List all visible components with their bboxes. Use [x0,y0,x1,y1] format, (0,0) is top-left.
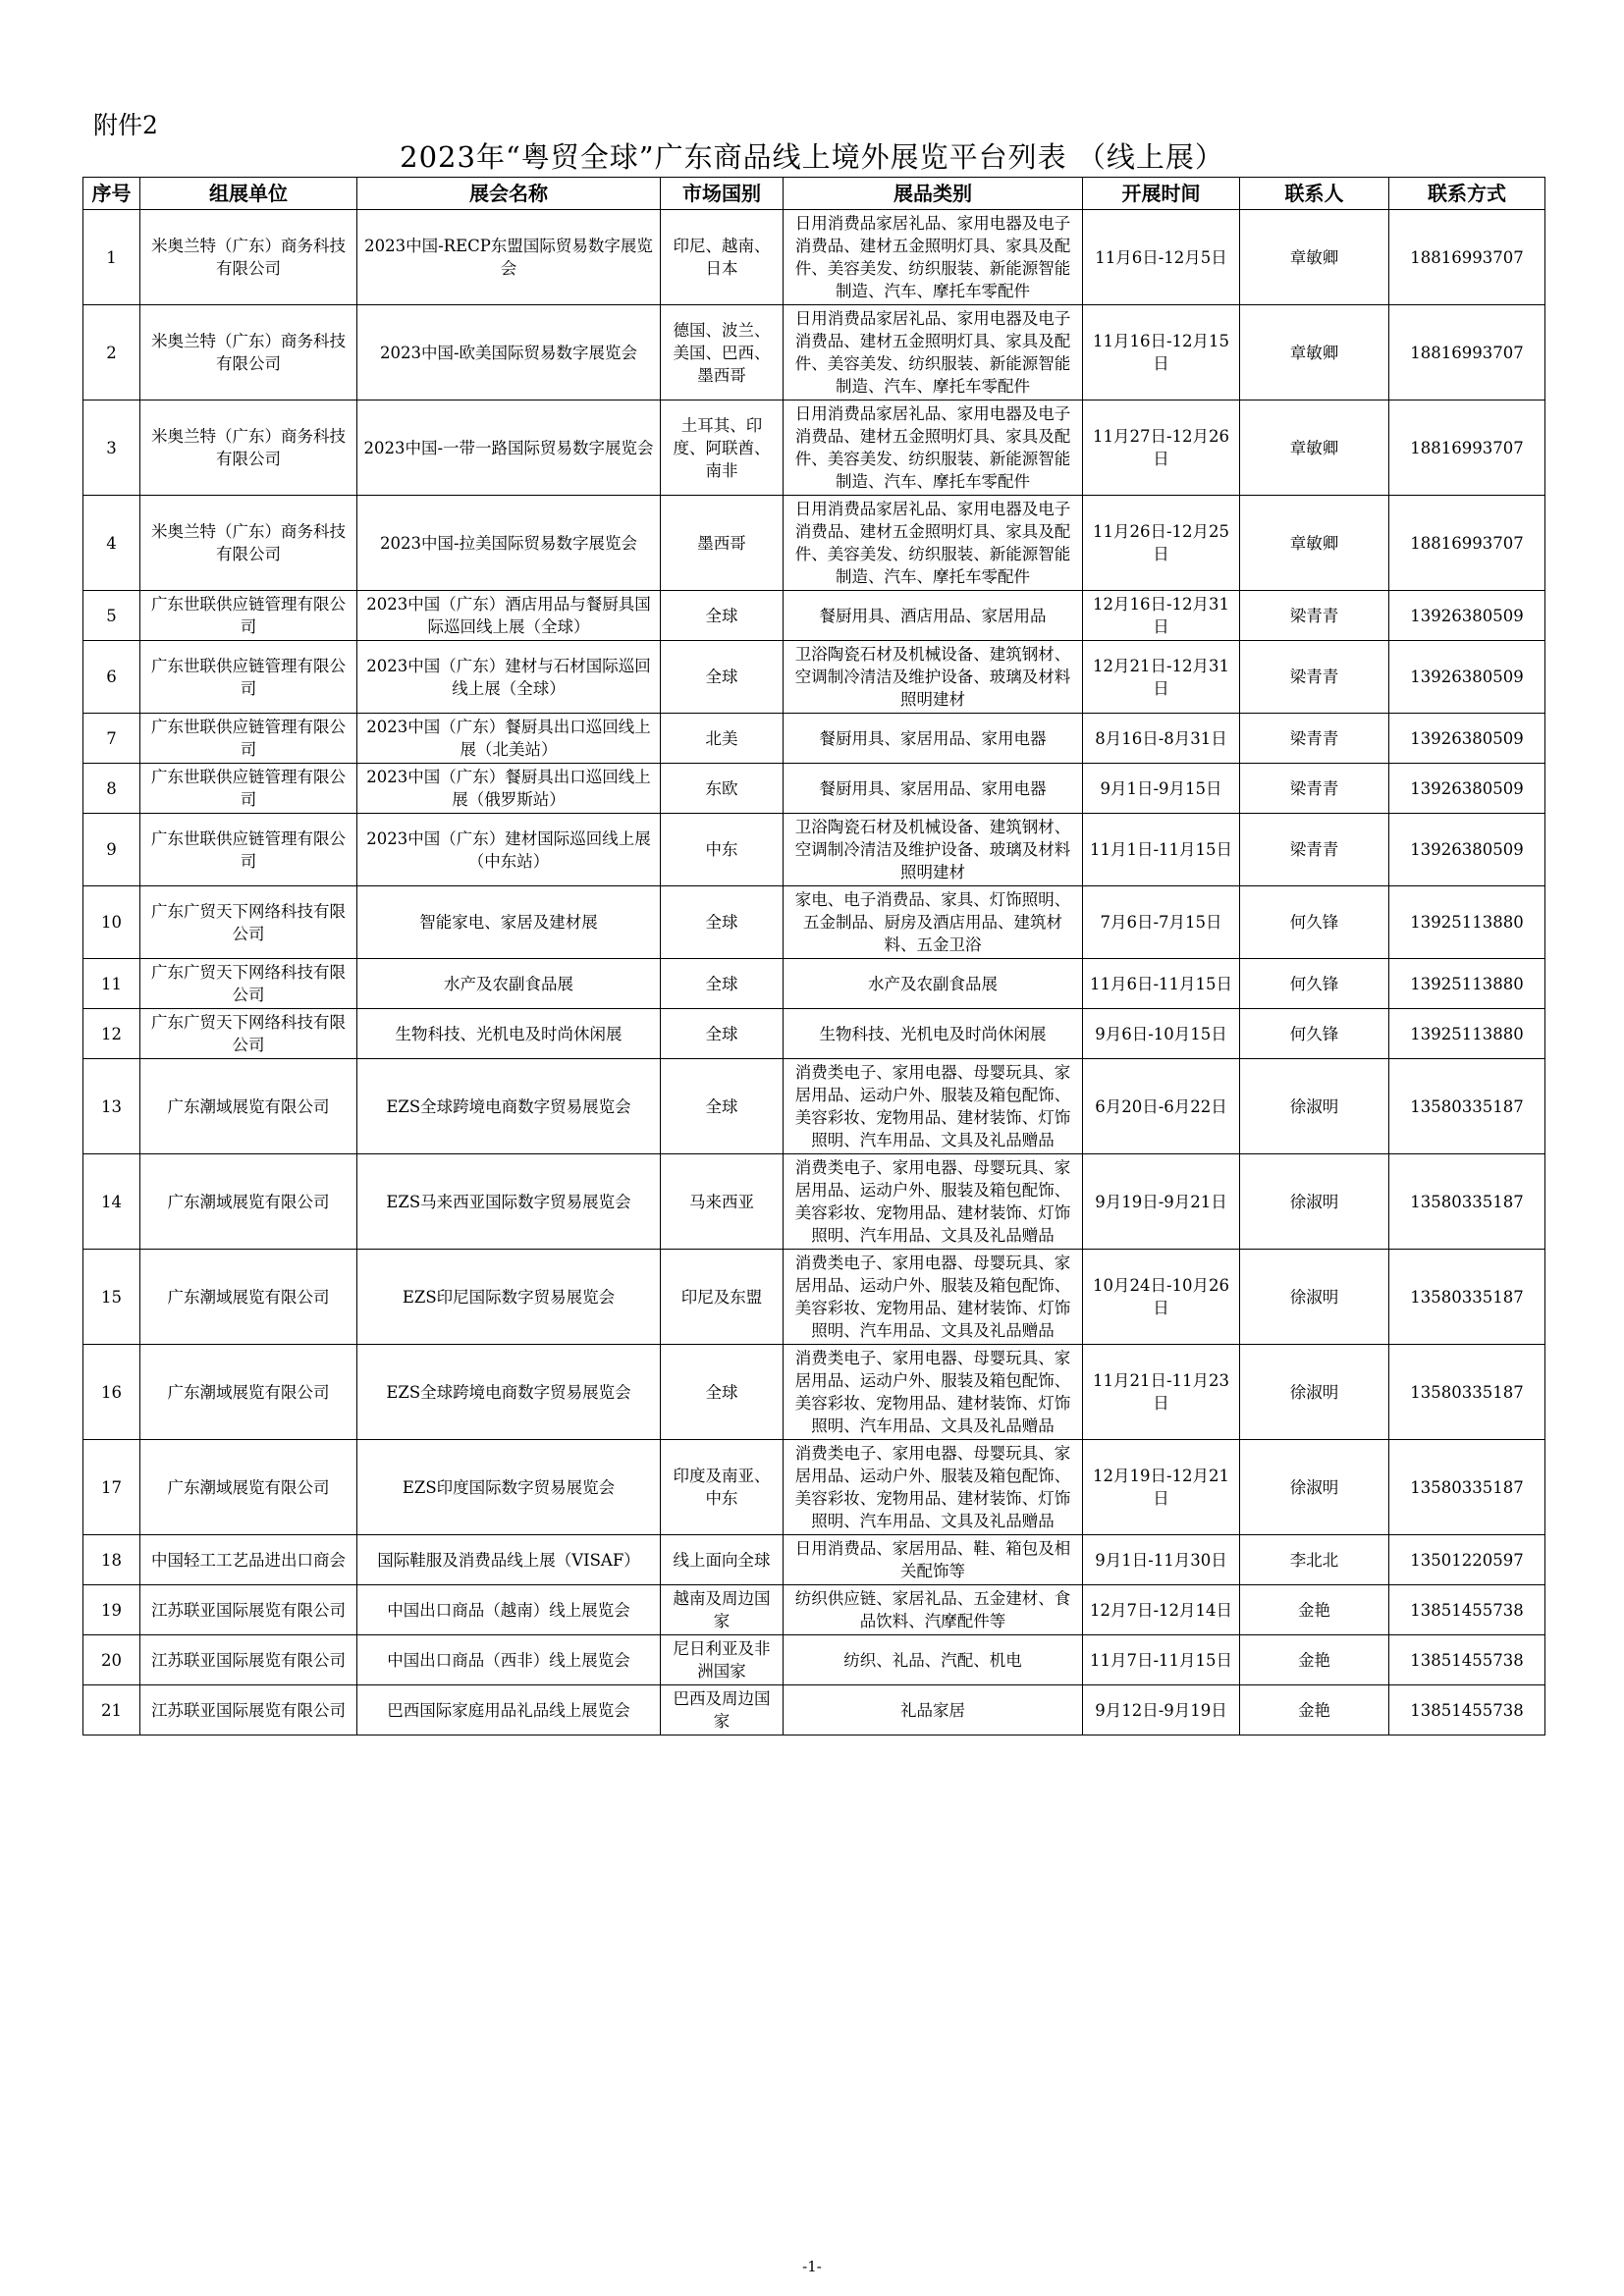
cell-time: 11月6日-12月5日 [1083,210,1240,305]
cell-phone: 13580335187 [1389,1345,1545,1440]
cell-time: 9月6日-10月15日 [1083,1009,1240,1059]
cell-contact: 章敏卿 [1240,400,1389,496]
cell-time: 11月27日-12月26日 [1083,400,1240,496]
header-row [83,178,1545,210]
cell-contact: 何久锋 [1240,886,1389,959]
cell-time: 9月19日-9月21日 [1083,1154,1240,1250]
cell-contact: 梁青青 [1240,714,1389,764]
cell-country: 墨西哥 [661,496,784,591]
cell-phone: 13851455738 [1389,1585,1545,1635]
cell-no: 9 [83,814,140,886]
cell-products: 卫浴陶瓷石材及机械设备、建筑钢材、空调制冷清洁及维护设备、玻璃及材料照明建材 [784,641,1083,714]
cell-phone: 13501220597 [1389,1535,1545,1585]
cell-contact: 徐淑明 [1240,1440,1389,1535]
cell-name: 中国出口商品（越南）线上展览会 [357,1585,661,1635]
cell-name: 2023中国-RECP东盟国际贸易数字展览会 [357,210,661,305]
cell-name: 2023中国（广东）餐厨具出口巡回线上展（北美站） [357,714,661,764]
cell-time: 11月16日-12月15日 [1083,305,1240,400]
cell-org: 广东广贸天下网络科技有限公司 [140,886,357,959]
header-cell-time: 开展时间 [1083,178,1240,210]
cell-no: 17 [83,1440,140,1535]
page-number: -1- [802,2258,822,2275]
cell-country: 德国、波兰、美国、巴西、墨西哥 [661,305,784,400]
cell-products: 日用消费品家居礼品、家用电器及电子消费品、建材五金照明灯具、家具及配件、美容美发、纺织服装、新能源智能制造、汽车、摩托车零配件 [784,305,1083,400]
cell-no: 4 [83,496,140,591]
cell-contact: 徐淑明 [1240,1345,1389,1440]
cell-phone: 18816993707 [1389,210,1545,305]
cell-time: 7月6日-7月15日 [1083,886,1240,959]
cell-contact: 徐淑明 [1240,1154,1389,1250]
cell-no: 21 [83,1685,140,1735]
cell-no: 18 [83,1535,140,1585]
cell-name: 2023中国（广东）建材国际巡回线上展（中东站） [357,814,661,886]
cell-country: 巴西及周边国家 [661,1685,784,1735]
cell-time: 12月19日-12月21日 [1083,1440,1240,1535]
cell-org: 广东潮域展览有限公司 [140,1440,357,1535]
cell-time: 11月21日-11月23日 [1083,1345,1240,1440]
cell-org: 广东潮域展览有限公司 [140,1154,357,1250]
cell-contact: 章敏卿 [1240,210,1389,305]
cell-country: 中东 [661,814,784,886]
cell-name: EZS全球跨境电商数字贸易展览会 [357,1345,661,1440]
cell-country: 印尼及东盟 [661,1250,784,1345]
cell-contact: 金艳 [1240,1585,1389,1635]
cell-name: 国际鞋服及消费品线上展（VISAF） [357,1535,661,1585]
cell-org: 广东世联供应链管理有限公司 [140,764,357,814]
table-row [83,400,1545,496]
cell-contact: 梁青青 [1240,591,1389,641]
cell-phone: 13926380509 [1389,591,1545,641]
cell-time: 8月16日-8月31日 [1083,714,1240,764]
cell-products: 纺织、礼品、汽配、机电 [784,1635,1083,1685]
cell-phone: 13580335187 [1389,1440,1545,1535]
cell-country: 土耳其、印度、阿联酋、南非 [661,400,784,496]
table-row [83,1585,1545,1635]
cell-no: 1 [83,210,140,305]
cell-phone: 13925113880 [1389,1009,1545,1059]
cell-org: 广东潮域展览有限公司 [140,1345,357,1440]
table-row [83,641,1545,714]
cell-time: 12月16日-12月31日 [1083,591,1240,641]
cell-products: 礼品家居 [784,1685,1083,1735]
header-cell-products: 展品类别 [784,178,1083,210]
cell-no: 8 [83,764,140,814]
cell-products: 消费类电子、家用电器、母婴玩具、家居用品、运动户外、服装及箱包配饰、美容彩妆、宠物用品、建材装饰、灯饰照明、汽车用品、文具及礼品赠品 [784,1250,1083,1345]
cell-products: 消费类电子、家用电器、母婴玩具、家居用品、运动户外、服装及箱包配饰、美容彩妆、宠物用品、建材装饰、灯饰照明、汽车用品、文具及礼品赠品 [784,1154,1083,1250]
cell-no: 3 [83,400,140,496]
cell-name: 2023中国（广东）建材与石材国际巡回线上展（全球） [357,641,661,714]
cell-country: 全球 [661,1009,784,1059]
cell-time: 9月1日-11月30日 [1083,1535,1240,1585]
cell-name: 中国出口商品（西非）线上展览会 [357,1635,661,1685]
cell-products: 生物科技、光机电及时尚休闲展 [784,1009,1083,1059]
cell-products: 日用消费品家居礼品、家用电器及电子消费品、建材五金照明灯具、家具及配件、美容美发、纺织服装、新能源智能制造、汽车、摩托车零配件 [784,210,1083,305]
cell-no: 12 [83,1009,140,1059]
cell-products: 卫浴陶瓷石材及机械设备、建筑钢材、空调制冷清洁及维护设备、玻璃及材料照明建材 [784,814,1083,886]
exhibition-table [82,177,1545,1735]
header-cell-phone: 联系方式 [1389,178,1545,210]
cell-name: 2023中国-拉美国际贸易数字展览会 [357,496,661,591]
cell-contact: 章敏卿 [1240,305,1389,400]
table-row [83,496,1545,591]
header-cell-contact: 联系人 [1240,178,1389,210]
cell-country: 全球 [661,641,784,714]
attachment-label: 附件2 [93,111,158,139]
cell-products: 消费类电子、家用电器、母婴玩具、家居用品、运动户外、服装及箱包配饰、美容彩妆、宠物用品、建材装饰、灯饰照明、汽车用品、文具及礼品赠品 [784,1059,1083,1154]
table-row [83,305,1545,400]
cell-org: 广东世联供应链管理有限公司 [140,591,357,641]
table-row [83,1635,1545,1685]
cell-time: 12月21日-12月31日 [1083,641,1240,714]
cell-no: 5 [83,591,140,641]
cell-name: 2023中国-欧美国际贸易数字展览会 [357,305,661,400]
header-cell-country: 市场国别 [661,178,784,210]
cell-contact: 徐淑明 [1240,1059,1389,1154]
cell-org: 江苏联亚国际展览有限公司 [140,1685,357,1735]
table-row [83,714,1545,764]
cell-name: 生物科技、光机电及时尚休闲展 [357,1009,661,1059]
cell-org: 广东世联供应链管理有限公司 [140,714,357,764]
cell-contact: 梁青青 [1240,764,1389,814]
cell-phone: 18816993707 [1389,400,1545,496]
cell-name: EZS马来西亚国际数字贸易展览会 [357,1154,661,1250]
cell-country: 全球 [661,959,784,1009]
cell-phone: 13925113880 [1389,959,1545,1009]
cell-products: 纺织供应链、家居礼品、五金建材、食品饮料、汽摩配件等 [784,1585,1083,1635]
table-body [83,210,1545,1735]
cell-name: 2023中国-一带一路国际贸易数字展览会 [357,400,661,496]
cell-country: 越南及周边国家 [661,1585,784,1635]
cell-name: 智能家电、家居及建材展 [357,886,661,959]
table-row [83,1535,1545,1585]
header-cell-org: 组展单位 [140,178,357,210]
cell-products: 消费类电子、家用电器、母婴玩具、家居用品、运动户外、服装及箱包配饰、美容彩妆、宠物用品、建材装饰、灯饰照明、汽车用品、文具及礼品赠品 [784,1440,1083,1535]
cell-no: 13 [83,1059,140,1154]
cell-phone: 13925113880 [1389,886,1545,959]
table-row [83,1250,1545,1345]
cell-country: 全球 [661,886,784,959]
table-row [83,959,1545,1009]
cell-time: 6月20日-6月22日 [1083,1059,1240,1154]
cell-time: 10月24日-10月26日 [1083,1250,1240,1345]
cell-org: 广东广贸天下网络科技有限公司 [140,1009,357,1059]
cell-country: 全球 [661,591,784,641]
cell-country: 北美 [661,714,784,764]
cell-contact: 何久锋 [1240,959,1389,1009]
cell-products: 餐厨用具、家居用品、家用电器 [784,714,1083,764]
cell-no: 19 [83,1585,140,1635]
cell-name: EZS全球跨境电商数字贸易展览会 [357,1059,661,1154]
cell-country: 东欧 [661,764,784,814]
cell-org: 江苏联亚国际展览有限公司 [140,1585,357,1635]
table-row [83,1009,1545,1059]
cell-org: 米奥兰特（广东）商务科技有限公司 [140,305,357,400]
cell-phone: 13926380509 [1389,814,1545,886]
cell-name: 2023中国（广东）餐厨具出口巡回线上展（俄罗斯站） [357,764,661,814]
cell-phone: 13926380509 [1389,641,1545,714]
cell-contact: 章敏卿 [1240,496,1389,591]
cell-time: 12月7日-12月14日 [1083,1585,1240,1635]
cell-org: 广东广贸天下网络科技有限公司 [140,959,357,1009]
header-cell-no: 序号 [83,178,140,210]
cell-phone: 13580335187 [1389,1250,1545,1345]
cell-org: 广东世联供应链管理有限公司 [140,814,357,886]
cell-products: 餐厨用具、家居用品、家用电器 [784,764,1083,814]
cell-country: 印度及南亚、中东 [661,1440,784,1535]
cell-contact: 梁青青 [1240,814,1389,886]
cell-products: 水产及农副食品展 [784,959,1083,1009]
table-row [83,1440,1545,1535]
cell-contact: 李北北 [1240,1535,1389,1585]
cell-no: 6 [83,641,140,714]
cell-org: 米奥兰特（广东）商务科技有限公司 [140,210,357,305]
cell-name: EZS印尼国际数字贸易展览会 [357,1250,661,1345]
table-row [83,1059,1545,1154]
cell-org: 广东潮域展览有限公司 [140,1059,357,1154]
cell-no: 7 [83,714,140,764]
cell-org: 广东世联供应链管理有限公司 [140,641,357,714]
cell-time: 9月1日-9月15日 [1083,764,1240,814]
table-row [83,1154,1545,1250]
cell-contact: 徐淑明 [1240,1250,1389,1345]
cell-name: 水产及农副食品展 [357,959,661,1009]
cell-country: 全球 [661,1059,784,1154]
table-row [83,1685,1545,1735]
cell-time: 11月1日-11月15日 [1083,814,1240,886]
cell-no: 14 [83,1154,140,1250]
cell-contact: 梁青青 [1240,641,1389,714]
cell-country: 印尼、越南、日本 [661,210,784,305]
cell-name: EZS印度国际数字贸易展览会 [357,1440,661,1535]
cell-org: 江苏联亚国际展览有限公司 [140,1635,357,1685]
table-row [83,1345,1545,1440]
header-cell-name: 展会名称 [357,178,661,210]
cell-contact: 何久锋 [1240,1009,1389,1059]
cell-products: 日用消费品家居礼品、家用电器及电子消费品、建材五金照明灯具、家具及配件、美容美发、纺织服装、新能源智能制造、汽车、摩托车零配件 [784,400,1083,496]
cell-phone: 18816993707 [1389,305,1545,400]
cell-name: 2023中国（广东）酒店用品与餐厨具国际巡回线上展（全球） [357,591,661,641]
cell-no: 10 [83,886,140,959]
cell-country: 全球 [661,1345,784,1440]
cell-products: 消费类电子、家用电器、母婴玩具、家居用品、运动户外、服装及箱包配饰、美容彩妆、宠物用品、建材装饰、灯饰照明、汽车用品、文具及礼品赠品 [784,1345,1083,1440]
table-row [83,591,1545,641]
cell-org: 广东潮域展览有限公司 [140,1250,357,1345]
cell-time: 11月7日-11月15日 [1083,1635,1240,1685]
cell-phone: 13851455738 [1389,1635,1545,1685]
cell-phone: 13926380509 [1389,764,1545,814]
table-row [83,210,1545,305]
cell-time: 11月6日-11月15日 [1083,959,1240,1009]
cell-products: 餐厨用具、酒店用品、家居用品 [784,591,1083,641]
cell-phone: 18816993707 [1389,496,1545,591]
cell-time: 11月26日-12月25日 [1083,496,1240,591]
cell-org: 中国轻工工艺品进出口商会 [140,1535,357,1585]
cell-no: 11 [83,959,140,1009]
cell-no: 20 [83,1635,140,1685]
table-row [83,886,1545,959]
cell-name: 巴西国际家庭用品礼品线上展览会 [357,1685,661,1735]
document-title: 2023年“粤贸全球”广东商品线上境外展览平台列表 （线上展） [400,140,1224,174]
cell-org: 米奥兰特（广东）商务科技有限公司 [140,496,357,591]
cell-contact: 金艳 [1240,1635,1389,1685]
table-row [83,764,1545,814]
cell-org: 米奥兰特（广东）商务科技有限公司 [140,400,357,496]
cell-phone: 13580335187 [1389,1154,1545,1250]
cell-time: 9月12日-9月19日 [1083,1685,1240,1735]
cell-no: 16 [83,1345,140,1440]
table-row [83,814,1545,886]
cell-phone: 13926380509 [1389,714,1545,764]
cell-country: 尼日利亚及非洲国家 [661,1635,784,1685]
cell-products: 日用消费品家居礼品、家用电器及电子消费品、建材五金照明灯具、家具及配件、美容美发、纺织服装、新能源智能制造、汽车、摩托车零配件 [784,496,1083,591]
cell-contact: 金艳 [1240,1685,1389,1735]
cell-products: 日用消费品、家居用品、鞋、箱包及相关配饰等 [784,1535,1083,1585]
cell-phone: 13580335187 [1389,1059,1545,1154]
cell-country: 线上面向全球 [661,1535,784,1585]
cell-no: 2 [83,305,140,400]
cell-no: 15 [83,1250,140,1345]
cell-products: 家电、电子消费品、家具、灯饰照明、五金制品、厨房及酒店用品、建筑材料、五金卫浴 [784,886,1083,959]
cell-country: 马来西亚 [661,1154,784,1250]
cell-phone: 13851455738 [1389,1685,1545,1735]
